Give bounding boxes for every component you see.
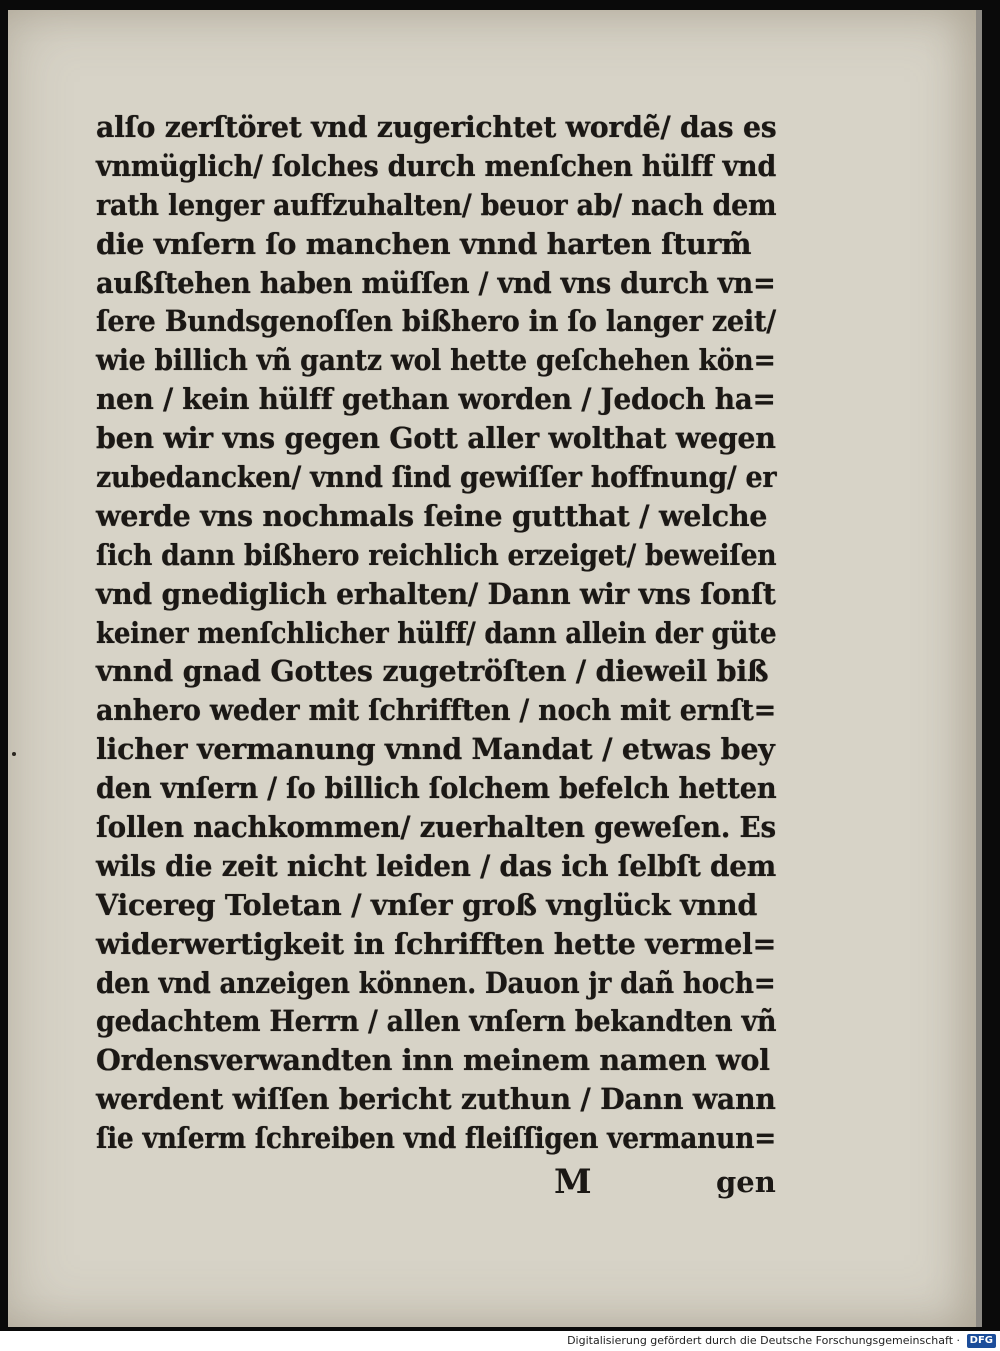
text-line: anhero weder mit ſchrifften / noch mit ernſt= [96,693,776,728]
text-line: keiner menſchlicher hülff/ dann allein der güte [96,615,777,650]
text-line: nen / kein hülff gethan worden / Jedoch ha= [96,382,776,417]
text-line: vnd gnediglich erhalten/ Dann wir vns ſonſt [96,576,776,611]
text-line: gedachtem Herrn / allen vnſern bekandten vñ [96,1004,777,1039]
text-line: werde vns nochmals ſeine gutthat / welche [96,498,768,533]
text-line: rath lenger auffzuhalten/ beuor ab/ nach dem [96,187,777,222]
catchword: gen [716,1165,776,1199]
signature-mark: M [554,1162,592,1202]
text-line: widerwertigkeit in ſchrifften hette vermel= [96,926,777,961]
page-sheet [8,10,976,1327]
page-edge [976,10,982,1327]
text-line: vnmüglich/ ſolches durch menſchen hülff vnd [96,148,776,183]
dfg-logo[interactable]: DFG [967,1334,996,1348]
text-line: wils die zeit nicht leiden / das ich ſelbſt dem [96,848,776,883]
text-line: Ordensverwandten inn meinem namen wol [96,1043,770,1078]
text-line: ſie vnſerm ſchreiben vnd fleiſſigen vermanun= [96,1121,777,1156]
text-line: ſich dann bißhero reichlich erzeiget/ beweiſen [96,537,777,572]
text-line: ſollen nachkommen/ zuerhalten geweſen. Es [96,810,776,845]
margin-speck [12,752,16,756]
text-block [96,108,786,1158]
text-line: alſo zerſtöret vnd zugerichtet wordẽ/ das es [96,110,777,144]
text-line: den vnſern / ſo billich ſolchem befelch hetten [96,771,777,806]
text-line: werdent wiſſen bericht zuthun / Dann wann [96,1082,776,1117]
text-line: vnnd gnad Gottes zugetröſten / dieweil biß [96,654,769,689]
text-line: licher vermanung vnnd Mandat / etwas bey [96,732,775,767]
footer-credit: Digitalisierung gefördert durch die Deutsche Forschungsgemeinschaft · [567,1334,960,1347]
text-line: Vicereg Toletan / vnſer groß vnglück vnnd [96,887,758,922]
text-line: zubedancken/ vnnd ſind gewiſſer hoffnung/ er [96,460,777,495]
text-line: wie billich vñ gantz wol hette geſchehen kön= [96,343,776,378]
text-line: den vnd anzeigen können. Dauon jr dañ hoch= [96,965,776,1000]
catchword-row [96,1160,786,1204]
text-line: außſtehen haben müſſen / vnd vns durch vn= [96,265,776,300]
footer-bar [0,1331,1000,1351]
text-line: die vnſern ſo manchen vnnd harten ſturm̃ [96,226,752,261]
text-line: ſere Bundsgenoſſen bißhero in ſo langer zeit/ [96,304,776,339]
text-line: ben wir vns gegen Gott aller wolthat wegen [96,421,776,456]
